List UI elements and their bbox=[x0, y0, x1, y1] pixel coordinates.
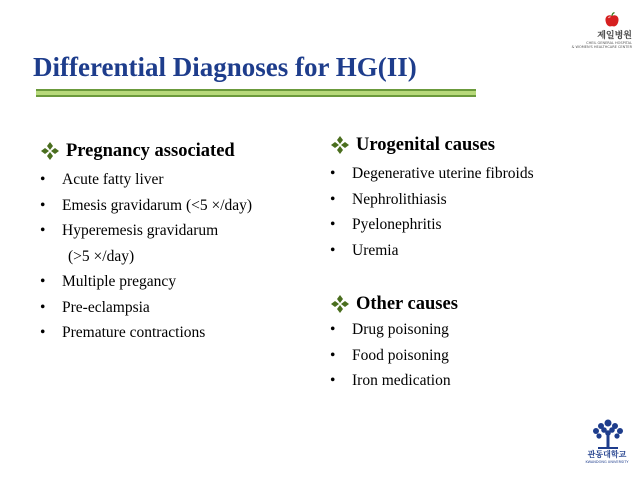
list-item: • Iron medication bbox=[330, 368, 610, 394]
list-item: • Drug poisoning bbox=[330, 317, 610, 343]
urogenital-heading bbox=[330, 132, 610, 158]
list-item: • Uremia bbox=[330, 238, 610, 264]
list-item: • Pyelonephritis bbox=[330, 212, 610, 238]
other-list bbox=[330, 317, 610, 394]
diamond-bullet-icon bbox=[330, 294, 350, 314]
list-item: • Multiple pregancy bbox=[40, 269, 310, 295]
list-item: • Food poisoning bbox=[330, 343, 610, 369]
university-name: 관동대학교 bbox=[587, 450, 627, 459]
pregnancy-heading-text: Pregnancy associated bbox=[66, 140, 235, 161]
list-item: (>5 ×/day) bbox=[68, 247, 135, 265]
pregnancy-list bbox=[40, 167, 310, 346]
list-item: • Emesis gravidarum (<5 ×/day) bbox=[40, 193, 310, 219]
university-subtitle: KWANDONG UNIVERSITY bbox=[585, 460, 629, 464]
hospital-logo bbox=[566, 12, 632, 52]
urogenital-heading-text: Urogenital causes bbox=[356, 134, 495, 155]
diamond-bullet-icon bbox=[40, 141, 60, 161]
list-item: • Acute fatty liver bbox=[40, 167, 310, 193]
list-item: • Premature contractions bbox=[40, 320, 310, 346]
pregnancy-section bbox=[40, 138, 310, 346]
list-item: • Pre-eclampsia bbox=[40, 295, 310, 321]
list-item: • Hyperemesis gravidarum bbox=[40, 218, 310, 244]
pregnancy-heading bbox=[40, 138, 310, 164]
title-underline-highlight bbox=[36, 91, 476, 95]
urogenital-list bbox=[330, 161, 610, 263]
causes-column bbox=[330, 132, 610, 394]
other-heading-text: Other causes bbox=[356, 293, 458, 314]
page-title: Differential Diagnoses for HG(II) bbox=[33, 52, 417, 82]
hospital-subtitle: CHEIL GENERAL HOSPITAL & WOMEN'S HEALTHCARE CENTER bbox=[571, 41, 632, 49]
list-item: • Nephrolithiasis bbox=[330, 187, 610, 213]
hospital-name: 제일병원 bbox=[597, 31, 632, 41]
apple-icon bbox=[604, 12, 620, 28]
diamond-bullet-icon bbox=[330, 135, 350, 155]
list-item: • Degenerative uterine fibroids bbox=[330, 161, 610, 187]
university-logo bbox=[586, 418, 630, 468]
other-heading bbox=[330, 291, 610, 317]
tree-icon bbox=[586, 418, 630, 450]
